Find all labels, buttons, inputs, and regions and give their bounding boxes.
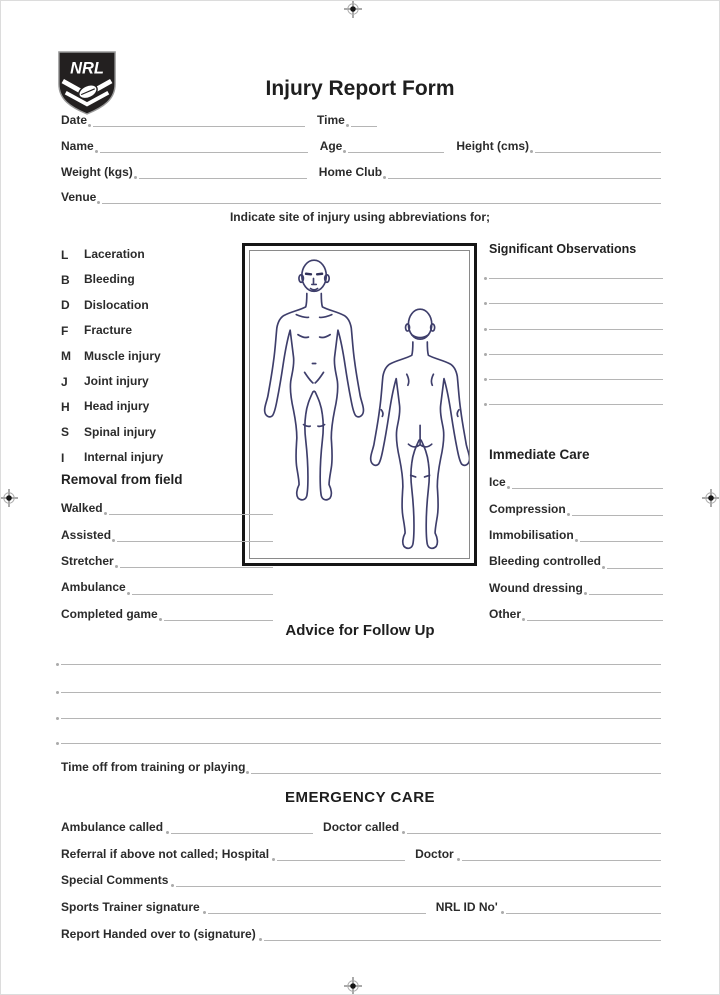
registration-mark-icon (0, 489, 18, 507)
observations-heading: Significant Observations (489, 242, 637, 256)
report-handed-label: Report Handed over to (signature) (61, 926, 256, 941)
row-special-comments (61, 871, 661, 887)
venue-label: Venue (61, 189, 97, 204)
time-input-line[interactable] (351, 115, 377, 127)
height-label: Height (cms) (456, 138, 530, 153)
abbrev-item (61, 267, 231, 292)
removal-item (61, 542, 273, 568)
weight-input-line[interactable] (139, 167, 307, 179)
name-input-line[interactable] (100, 141, 308, 153)
care-input-line[interactable] (607, 557, 663, 569)
abbrev-code: D (61, 298, 70, 313)
removal-item (61, 489, 273, 515)
row-time-off (61, 758, 661, 774)
removal-item-label: Completed game (61, 606, 158, 621)
report-handed-input-line[interactable] (264, 929, 661, 941)
home-club-input-line[interactable] (388, 167, 661, 179)
observations-lines (489, 254, 663, 405)
advice-line[interactable] (61, 664, 661, 665)
care-item (489, 542, 663, 568)
removal-item-label: Stretcher (61, 553, 114, 568)
care-item (489, 569, 663, 595)
nrl-id-input-line[interactable] (506, 902, 661, 914)
row-report-handed (61, 925, 661, 941)
abbrev-item (61, 369, 231, 394)
observation-line[interactable] (489, 355, 663, 380)
body-diagram-frame (249, 250, 470, 559)
special-comments-input-line[interactable] (176, 875, 661, 887)
trainer-signature-label: Sports Trainer signature (61, 899, 200, 914)
abbrev-item (61, 242, 231, 267)
referral-doctor-label: Doctor (415, 846, 454, 861)
removal-item (61, 568, 273, 594)
hospital-input-line[interactable] (277, 849, 405, 861)
row-ambulance-doctor (61, 818, 661, 834)
abbrev-label: Laceration (84, 247, 145, 262)
immediate-care-heading: Immediate Care (489, 447, 590, 462)
immediate-care-list (489, 463, 663, 621)
advice-heading: Advice for Follow Up (285, 622, 435, 639)
ambulance-called-input-line[interactable] (171, 822, 313, 834)
removal-input-line[interactable] (109, 503, 273, 515)
observation-line[interactable] (489, 254, 663, 279)
row-trainer-signature (61, 898, 661, 914)
abbrev-label: Dislocation (84, 297, 149, 312)
abbrev-label: Muscle injury (84, 348, 161, 363)
row-date-time (61, 111, 661, 127)
row-referral (61, 845, 661, 861)
abbrev-code: L (61, 247, 69, 262)
removal-list (61, 489, 273, 621)
special-comments-label: Special Comments (61, 872, 169, 887)
row-name-age-height (61, 137, 661, 153)
care-item-label: Compression (489, 501, 566, 516)
abbreviation-legend (61, 242, 231, 471)
removal-item (61, 515, 273, 541)
observation-line[interactable] (489, 380, 663, 405)
doctor-called-input-line[interactable] (407, 822, 661, 834)
observation-line[interactable] (489, 304, 663, 329)
referral-doctor-input-line[interactable] (462, 849, 661, 861)
care-input-line[interactable] (527, 609, 663, 621)
removal-heading: Removal from field (61, 472, 183, 487)
removal-input-line[interactable] (117, 530, 273, 542)
body-diagram[interactable] (242, 243, 477, 566)
name-label: Name (61, 138, 94, 153)
doctor-called-label: Doctor called (323, 819, 400, 834)
removal-input-line[interactable] (164, 609, 273, 621)
abbrev-item (61, 394, 231, 419)
body-diagram-figure (250, 251, 469, 558)
front-figure (265, 260, 364, 500)
care-input-line[interactable] (572, 504, 663, 516)
ambulance-called-label: Ambulance called (61, 819, 164, 834)
page-title: Injury Report Form (265, 77, 455, 100)
abbrev-code: I (61, 450, 65, 465)
removal-item-label: Ambulance (61, 580, 126, 595)
care-item (489, 595, 663, 621)
abbrev-item (61, 293, 231, 318)
venue-input-line[interactable] (102, 192, 661, 204)
time-label: Time (317, 112, 345, 127)
abbrev-code: S (61, 425, 70, 440)
care-item-label: Other (489, 607, 522, 622)
care-input-line[interactable] (580, 530, 663, 542)
registration-mark-icon (344, 977, 362, 995)
abbrev-label: Bleeding (84, 272, 135, 287)
abbrev-label: Head injury (84, 399, 150, 414)
removal-item (61, 595, 273, 621)
removal-item-label: Walked (61, 501, 103, 516)
row-weight-club (61, 163, 661, 179)
observation-line[interactable] (489, 330, 663, 355)
date-label: Date (61, 112, 88, 127)
abbrev-label: Joint injury (84, 374, 149, 389)
advice-line[interactable] (61, 718, 661, 719)
referral-hospital-label: Referral if above not called; Hospital (61, 846, 270, 861)
time-off-input-line[interactable] (251, 762, 661, 774)
abbrev-label: Spinal injury (84, 424, 157, 439)
date-input-line[interactable] (93, 115, 305, 127)
care-item (489, 516, 663, 542)
registration-mark-icon (344, 0, 362, 18)
age-label: Age (319, 138, 343, 153)
removal-input-line[interactable] (132, 583, 273, 595)
removal-item-label: Assisted (61, 527, 112, 542)
injury-site-instruction: Indicate site of injury using abbreviations for; (229, 210, 491, 224)
row-venue (61, 188, 661, 204)
emergency-heading: EMERGENCY CARE (284, 789, 436, 806)
abbrev-code: F (61, 323, 69, 338)
height-input-line[interactable] (535, 141, 661, 153)
care-item-label: Bleeding controlled (489, 554, 602, 569)
age-input-line[interactable] (348, 141, 444, 153)
abbrev-label: Fracture (84, 323, 133, 338)
advice-line[interactable] (61, 743, 661, 744)
abbrev-code: M (61, 349, 71, 364)
care-item (489, 489, 663, 515)
abbrev-item (61, 445, 231, 470)
care-item-label: Wound dressing (489, 580, 583, 595)
abbrev-item (61, 344, 231, 369)
registration-mark-icon (702, 489, 720, 507)
time-off-label: Time off from training or playing (61, 759, 246, 774)
back-figure (371, 309, 469, 548)
home-club-label: Home Club (318, 164, 383, 179)
care-input-line[interactable] (589, 583, 663, 595)
care-input-line[interactable] (512, 477, 663, 489)
care-item (489, 463, 663, 489)
trainer-signature-input-line[interactable] (208, 902, 426, 914)
care-item-label: Immobilisation (489, 527, 574, 542)
abbrev-code: J (61, 374, 68, 389)
advice-line[interactable] (61, 692, 661, 693)
nrl-id-label: NRL ID No' (435, 899, 498, 914)
nrl-logo-text: NRL (70, 59, 104, 78)
observation-line[interactable] (489, 279, 663, 304)
removal-input-line[interactable] (120, 556, 273, 568)
abbrev-code: H (61, 400, 70, 415)
abbrev-code: B (61, 273, 70, 288)
weight-label: Weight (kgs) (61, 164, 133, 179)
abbrev-label: Internal injury (84, 450, 164, 465)
care-item-label: Ice (489, 475, 506, 490)
abbrev-item (61, 318, 231, 343)
abbrev-item (61, 420, 231, 445)
